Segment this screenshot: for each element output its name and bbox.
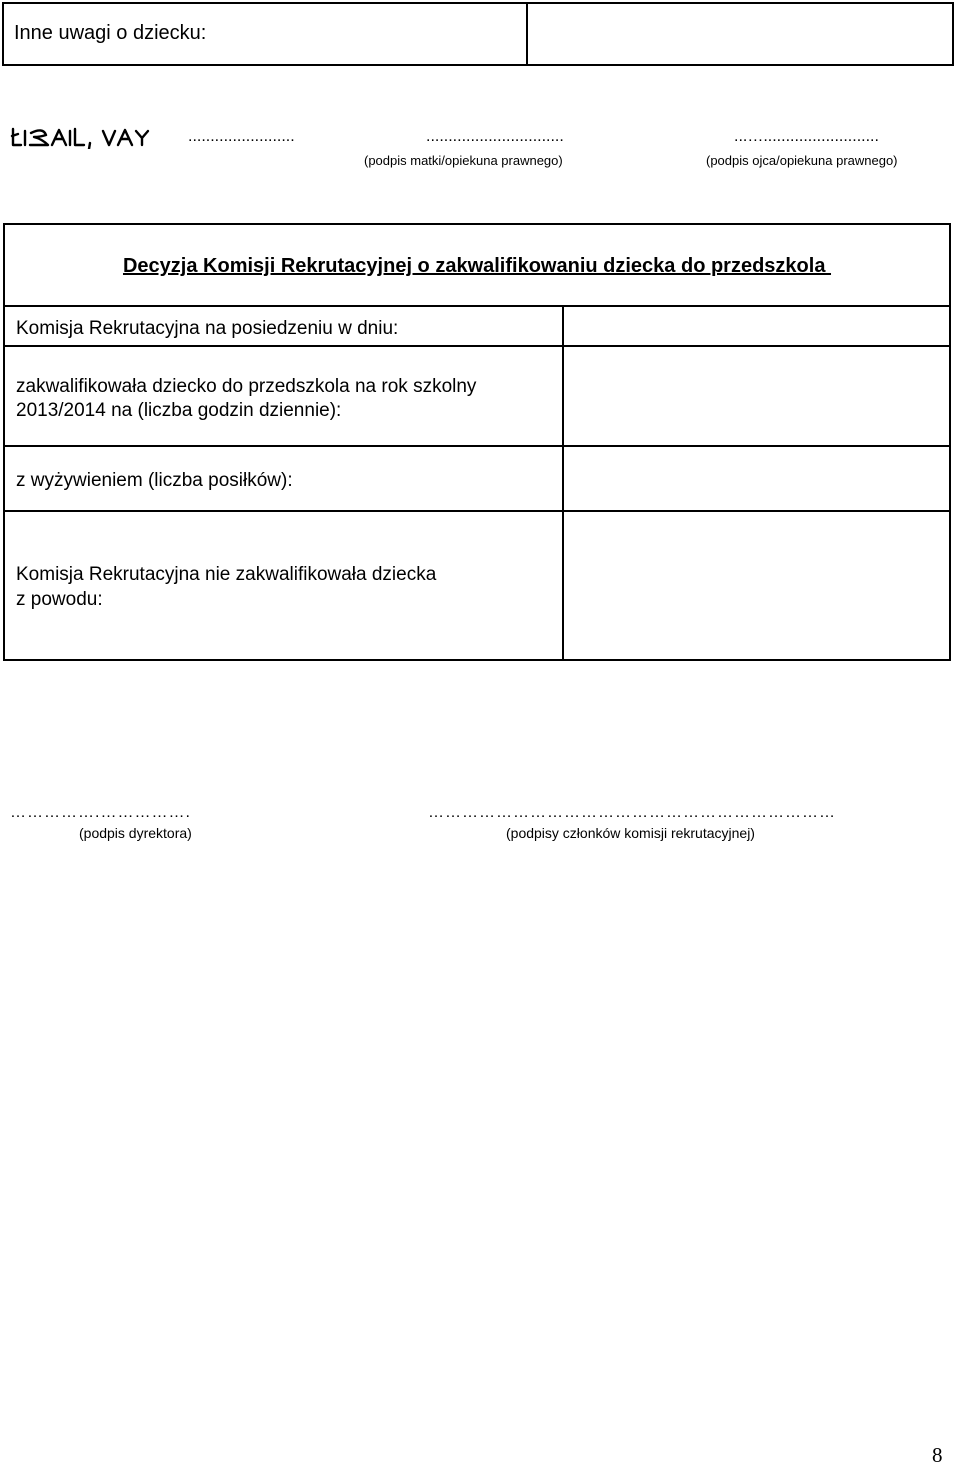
members-signature-caption: (podpisy członków komisji rekrutacyjnej): [506, 825, 755, 841]
page-number: 8: [932, 1443, 943, 1467]
father-signature-line: ...…..........................: [734, 128, 879, 145]
place-date-handwriting: [10, 125, 180, 149]
mother-signature-line: ...............................: [426, 128, 564, 145]
meals-field[interactable]: [564, 447, 949, 509]
meals-label: z wyżywieniem (liczba posiłków):: [16, 470, 293, 491]
father-signature-caption: (podpis ojca/opiekuna prawnego): [706, 153, 898, 168]
decision-table: [3, 223, 951, 661]
mother-signature-caption: (podpis matki/opiekuna prawnego): [364, 153, 563, 168]
director-signature-caption: (podpis dyrektora): [79, 825, 192, 841]
qualified-hours-field[interactable]: [564, 347, 949, 445]
meeting-date-field[interactable]: [564, 307, 949, 345]
not-qualified-label-line2: z powodu:: [16, 589, 103, 610]
meeting-date-label: Komisja Rekrutacyjna na posiedzeniu w dniu:: [16, 318, 399, 339]
place-date-dots: ........................: [188, 128, 295, 145]
decision-title: Decyzja Komisji Rekrutacyjnej o zakwalifikowaniu dziecka do przedszkola: [122, 255, 832, 277]
not-qualified-label-line1: Komisja Rekrutacyjna nie zakwalifikowała dziecka: [16, 564, 437, 585]
notes-table: [2, 2, 954, 66]
members-signature-line: ………………………………………………………………: [428, 804, 836, 821]
notes-label: Inne uwagi o dziecku:: [14, 22, 207, 44]
notes-value-field[interactable]: [528, 4, 952, 64]
qualified-hours-label-line1: zakwalifikowała dziecko do przedszkola na rok szkolny: [16, 376, 477, 397]
director-signature-line: …………….…………….: [10, 804, 191, 821]
not-qualified-reason-field[interactable]: [564, 512, 949, 659]
qualified-hours-label-line2: 2013/2014 na (liczba godzin dziennie):: [16, 400, 342, 421]
